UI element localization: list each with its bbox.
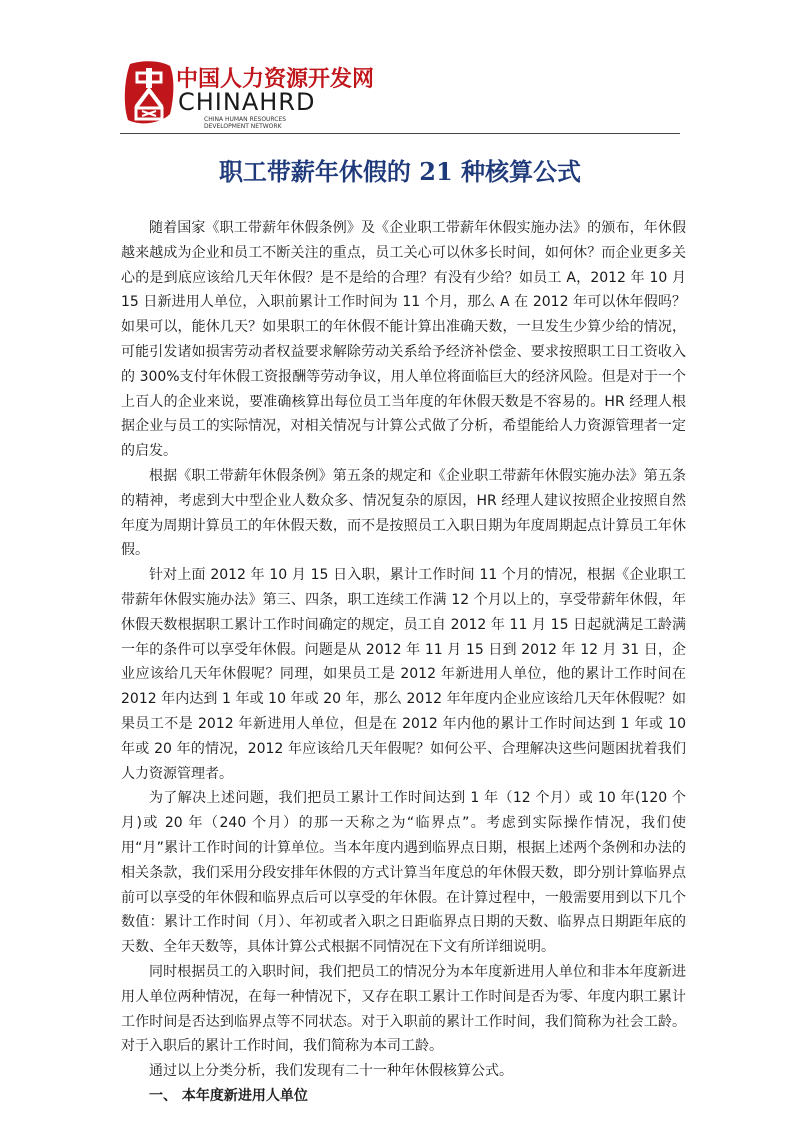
logo-english-name: CHINAHRD [178,88,316,116]
logo-chinese-name: 中国人力资源开发网 [176,67,375,92]
body-paragraph: 随着国家《职工带薪年休假条例》及《企业职工带薪年休假实施办法》的颁布，年休假越来越成为企业和员工不断关注的重点，员工关心可以休多长时间，如何休？而企业更多关心的是到底应该给几天年休假？是不是给的合理？有没有少给？如员工 A，2012 年 10 月 15 日新进用人单位，入职前累计工作时间为 11 个月，那么 A 在 2012 年可以休年假吗？如果可以，能休几天？如果职工的年休假不能计算出准确天数，一旦发生少算少给的情况，可能引发诸如损害劳动者权益要求解除劳动关系给予经济补偿金、要求按照职工日工资收入的 300%支付年休假工资报酬等劳动争议，用人单位将面临巨大的经济风险。但是对于一个上百人的企业来说，要准确核算出每位员工当年度的年休假天数是不容易的。HR 经理人根据企业与员工的实际情况，对相关情况与计算公式做了分析，希望能给人力资源管理者一定的启发。 [121,220,686,460]
document-body [121,216,686,1109]
logo-subtitle-line: DEVELOPMENT NETWORK [204,123,282,130]
body-paragraph: 针对上面 2012 年 10 月 15 日入职，累计工作时间 11 个月的情况，根据《企业职工带薪年休假实施办法》第三、四条，职工连续工作满 12 个月以上的，享受带薪年休假，年休假天数根据职工累计工作时间确定的规定，员工自 2012 年 11 月 15 日起就满足工龄满一年的条件可以享受年休假。问题是从 2012 年 11 月 15 日到 2012 年 12 月 31 日，企业应该给几天年休假呢？同理，如果员工是 2012 年新进用人单位，他的累计工作时间在 2012 年内达到 1 年或 10 年或 20 年，那么 2012 年年度内企业应该给几天年休假呢？如果员工不是 2012 年新进用人单位，但是在 2012 年内他的累计工作时间达到 1 年或 10 年或 20 年的情况，2012 年应该给几天年假呢？如何公平、合理解决这些问题困扰着我们人力资源管理者。 [121,567,686,782]
chinahrd-logo [120,58,375,132]
header-divider [120,133,680,134]
body-paragraph: 为了解决上述问题，我们把员工累计工作时间达到 1 年（12 个月）或 10 年(120 个月)或 20 年（240 个月）的那一天称之为“临界点”。考虑到实际操作情况，我们使用“月”累计工作时间的计算单位。当本年度内遇到临界点日期，根据上述两个条例和办法的相关条款，我们采用分段安排年休假的方式计算当年度总的年休假天数，即分别计算临界点前可以享受的年休假和临界点后可以享受的年休假。在计算过程中，一般需要用到以下几个数值：累计工作时间（月）、年初或者入职之日距临界点日期的天数、临界点日期距年底的天数、全年天数等，具体计算公式根据不同情况在下文有所详细说明。 [121,790,686,956]
logo-subtitle-line: CHINA HUMAN RESOURCES [204,116,287,123]
document-title: 职工带薪年休假的 21 种核算公式 [218,157,582,186]
body-paragraph: 根据《职工带薪年休假条例》第五条的规定和《企业职工带薪年休假实施办法》第五条的精神，考虑到大中型企业人数众多、情况复杂的原因，HR 经理人建议按照企业按照自然年度为周期计算员工的年休假天数，而不是按照员工入职日期为年度周期起点计算员工年休假。 [121,467,686,559]
body-paragraph: 同时根据员工的入职时间，我们把员工的情况分为本年度新进用人单位和非本年度新进用人单位两种情况，在每一种情况下，又存在职工累计工作时间是否为零、年度内职工累计工作时间是否达到临界点等不同状态。对于入职前的累计工作时间，我们简称为社会工龄。对于入职后的累计工作时间，我们简称为本司工龄。 [121,963,686,1055]
section-heading: 一、 本年度新进用人单位 [149,1087,308,1104]
logo-seal-icon [120,58,178,128]
logo-subtitle [204,116,286,130]
body-paragraph: 通过以上分类分析，我们发现有二十一种年休假核算公式。 [149,1063,513,1080]
